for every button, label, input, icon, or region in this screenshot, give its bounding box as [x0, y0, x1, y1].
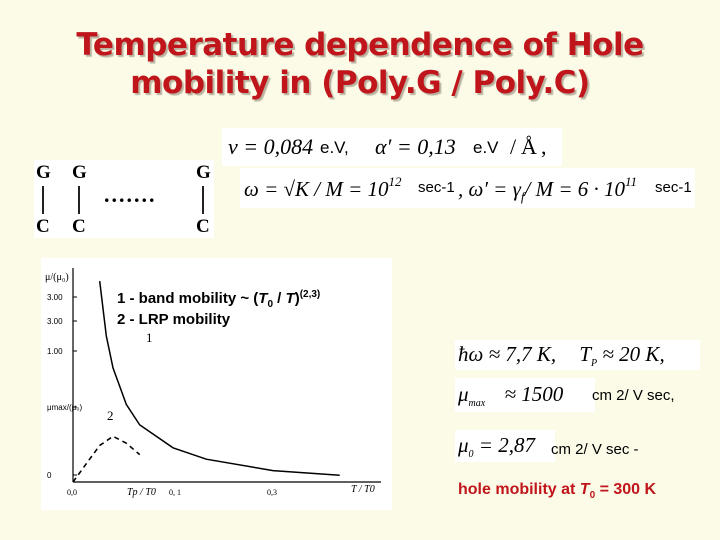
chain-bond-1 — [42, 186, 44, 214]
legend-T: T — [285, 290, 295, 307]
tp-sub: P — [591, 358, 598, 370]
x-tick-label: 0, 1 — [169, 488, 181, 497]
chain-dots: ....... — [104, 182, 157, 207]
mu-max: μ — [458, 382, 469, 406]
curve-2-lrp-mobility — [73, 436, 140, 482]
mu-zero-unit: cm 2/ V sec - — [551, 441, 639, 458]
y-tick-label: 3.00 — [47, 293, 63, 302]
curve-2-label: 2 — [107, 408, 114, 423]
omega-formula — [244, 174, 402, 202]
mu-zero: μ — [458, 433, 469, 457]
curve-1-label: 1 — [146, 330, 153, 345]
mu-max-val: ≈ 1500 — [504, 382, 564, 406]
note-T: T — [579, 481, 590, 498]
title-line-2: mobility in (Poly.G / Poly.C) — [130, 65, 590, 101]
alpha-formula — [375, 134, 456, 160]
note-suffix: = 300 K — [595, 481, 657, 498]
note-T-sub: 0 — [589, 490, 596, 502]
gc-chain-diagram — [34, 160, 214, 238]
legend-T0-sub: 0 — [267, 299, 273, 310]
legend-T0: T — [258, 290, 268, 307]
right-line-1 — [458, 342, 665, 369]
legend-suffix: ) — [294, 290, 300, 307]
omega2-rest: / M = 6 · 10 — [524, 177, 625, 201]
title-line-1: Temperature dependence of Hole — [76, 27, 644, 63]
hole-mobility-note — [458, 481, 656, 501]
alpha-comma: , — [541, 134, 547, 159]
mu-max-unit: cm 2/ V sec, — [592, 387, 675, 404]
alpha-angstrom: Å — [521, 134, 537, 159]
tp-symbol: T — [579, 342, 592, 366]
alpha-per: / — [510, 134, 517, 159]
note-prefix: hole mobility at — [458, 481, 580, 498]
nu-unit: e.V, — [320, 138, 349, 157]
right-line-3 — [458, 433, 535, 460]
y-tick-label: 1.00 — [47, 347, 63, 356]
x-tick-label: 0,3 — [267, 488, 277, 497]
omega2-formula — [458, 174, 637, 205]
slide-title — [0, 26, 720, 102]
chain-top-2: G — [72, 162, 87, 183]
chain-bottom-3: C — [196, 216, 210, 237]
omega2-sub: f — [520, 189, 525, 205]
chain-top-1: G — [36, 162, 51, 183]
alpha-unit: e.V — [473, 138, 499, 157]
x-tick-label: Tp / T0 — [127, 487, 156, 498]
chain-bond-2 — [78, 186, 80, 214]
chain-bottom-1: C — [36, 216, 50, 237]
omega2-unit: sec-1 — [655, 179, 692, 196]
x-tick-label: 0,0 — [67, 488, 77, 497]
omega2-expr: , ω′ = γ — [458, 177, 521, 201]
legend-mid: / — [273, 290, 286, 307]
chain-bottom-2: C — [72, 216, 86, 237]
tp-rest: ≈ 20 K, — [602, 342, 665, 366]
legend-line1-prefix: 1 - band mobility ~ ( — [117, 290, 259, 307]
omega-exp: 12 — [388, 174, 402, 189]
mu-zero-val: = 2,87 — [478, 433, 535, 457]
nu-formula — [228, 134, 313, 160]
legend-exp: (2,3) — [299, 289, 321, 300]
legend-line-2: 2 - LRP mobility — [117, 311, 231, 328]
omega-hbar: ħω ≈ 7,7 K, — [458, 342, 557, 366]
chain-bond-3 — [202, 186, 204, 214]
omega-unit: sec-1 — [418, 179, 455, 196]
y-tick-label: 3.00 — [47, 317, 63, 326]
chain-top-3: G — [196, 162, 211, 183]
right-line-2 — [458, 382, 563, 409]
omega2-exp: 11 — [625, 174, 638, 189]
y-tick-label: μmax/(μ₀) — [47, 403, 83, 412]
nu-value: ν = 0,084 — [228, 134, 314, 159]
y-tick-label: 0 — [47, 471, 52, 480]
mu-max-sub: max — [468, 398, 486, 410]
mu-zero-sub: 0 — [468, 449, 474, 461]
omega-expr: ω = √K / M = 10 — [244, 177, 389, 201]
x-tick-label: T / T0 — [351, 484, 375, 495]
legend-line-1 — [117, 289, 320, 310]
alpha-value: α′ = 0,13 — [375, 134, 456, 159]
y-axis-label: μ/(μ₀) — [45, 272, 69, 283]
